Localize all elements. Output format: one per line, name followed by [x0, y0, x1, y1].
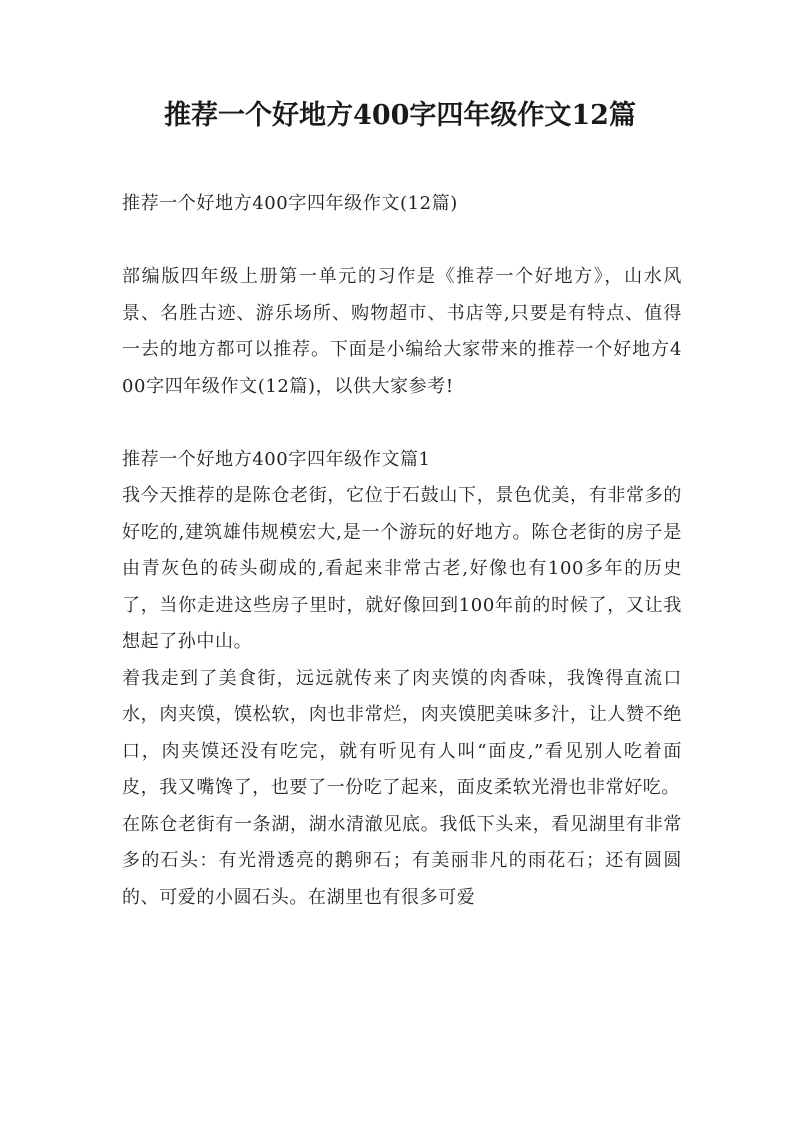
section-heading: 推荐一个好地方400字四年级作文篇1 [122, 448, 431, 470]
body-paragraph: 我今天推荐的是陈仓老街，它位于石鼓山下，景色优美，有非常多的好吃的,建筑雄伟规模宏大,是一个游玩的好地方。陈仓老街的房子是由青灰色的砖头砌成的,看起来非常古老,好像也有100多年的历史了，当你走进这些房子里时，就好像回到100年前的时候了，又让我想起了孙中山。 [122, 485, 682, 652]
document-title: 推荐一个好地方400字四年级作文12篇 [164, 100, 636, 131]
intro-paragraph: 部编版四年级上册第一单元的习作是《推荐一个好地方》，山水风景、名胜古迹、游乐场所、购物超市、书店等,只要是有特点、值得一去的地方都可以推荐。下面是小编给大家带来的推荐一个好地方400字四年级作文(12篇)，以供大家参考! [122, 266, 682, 397]
document-subtitle: 推荐一个好地方400字四年级作文(12篇) [122, 193, 458, 214]
paragraph-spacer [122, 223, 682, 260]
paragraph-spacer [122, 405, 682, 442]
body-paragraph: 着我走到了美食街，远远就传来了肉夹馍的肉香味，我馋得直流口水，肉夹馍，馍松软，肉也非常烂，肉夹馍肥美味多汁，让人赞不绝口，肉夹馍还没有吃完，就有听见有人叫“面皮,”看见别人吃着面皮，我又嘴馋了，也要了一份吃了起来，面皮柔软光滑也非常好吃。 [122, 667, 682, 798]
document-body [122, 186, 682, 916]
body-paragraph: 在陈仓老街有一条湖，湖水清澈见底。我低下头来，看见湖里有非常多的石头：有光滑透亮的鹅卵石；有美丽非凡的雨花石；还有圆圆的、可爱的小圆石头。在湖里也有很多可爱 [122, 813, 682, 908]
